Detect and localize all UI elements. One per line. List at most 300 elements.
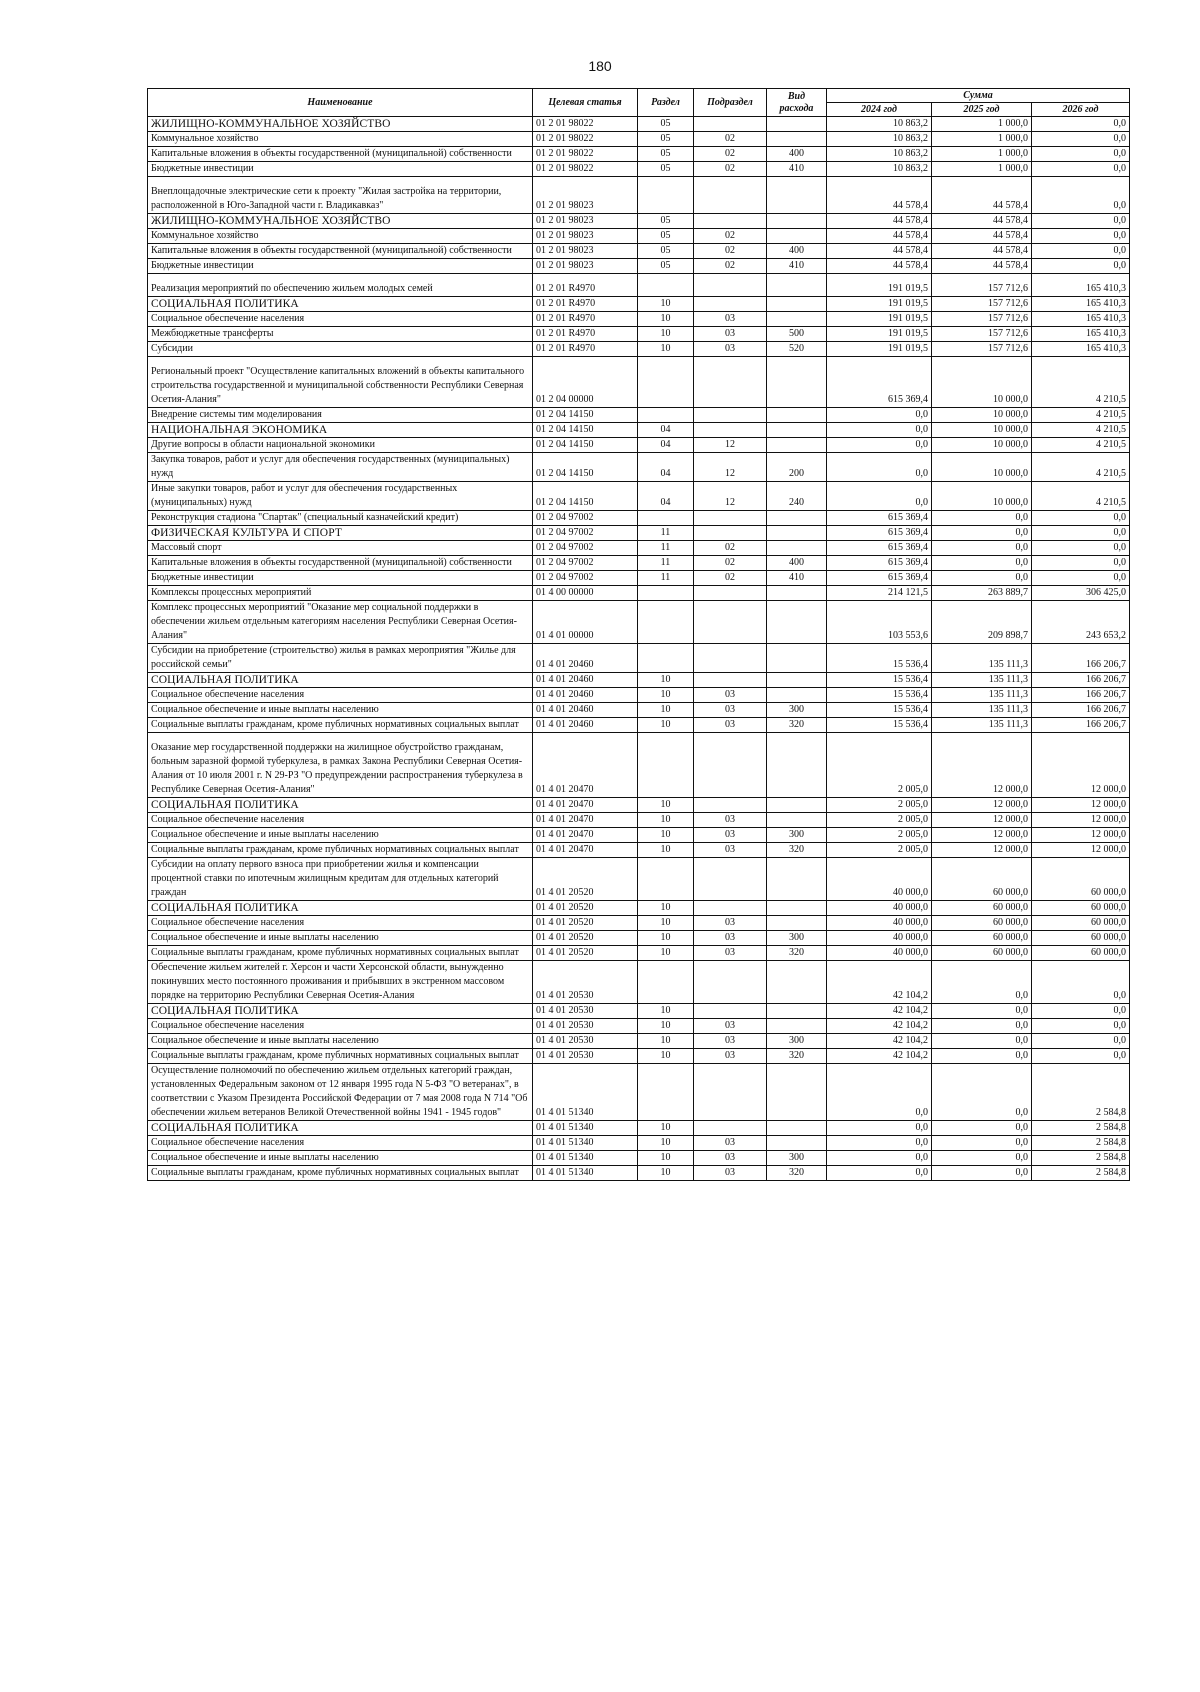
row-subsection: 03 [694,1151,767,1166]
row-subsection: 02 [694,259,767,274]
row-sum-2024: 44 578,4 [827,214,932,229]
row-name: Межбюджетные трансферты [148,327,533,342]
row-section [638,586,694,601]
row-sum-2025: 12 000,0 [932,798,1032,813]
row-sum-2026: 0,0 [1032,556,1130,571]
row-section: 10 [638,813,694,828]
row-subsection [694,673,767,688]
row-expense-type: 520 [767,342,827,357]
row-target-code: 01 4 01 20530 [533,1034,638,1049]
row-target-code: 01 4 01 20520 [533,916,638,931]
row-name: СОЦИАЛЬНАЯ ПОЛИТИКА [148,798,533,813]
row-target-code: 01 2 01 98023 [533,259,638,274]
row-target-code: 01 2 04 97002 [533,511,638,526]
table-row [148,147,1130,162]
row-target-code: 01 2 04 97002 [533,556,638,571]
row-sum-2026: 12 000,0 [1032,813,1130,828]
row-target-code: 01 4 01 20470 [533,813,638,828]
row-subsection: 03 [694,843,767,858]
row-name: Социальное обеспечение и иные выплаты населению [148,931,533,946]
row-expense-type [767,1121,827,1136]
row-target-code: 01 2 01 R4970 [533,342,638,357]
row-section: 10 [638,931,694,946]
row-sum-2025: 0,0 [932,1034,1032,1049]
row-expense-type [767,1064,827,1121]
table-row [148,644,1130,673]
row-expense-type [767,644,827,673]
row-target-code: 01 4 01 20520 [533,901,638,916]
row-section [638,511,694,526]
row-sum-2026: 4 210,5 [1032,482,1130,511]
row-name: Социальное обеспечение и иные выплаты населению [148,1034,533,1049]
table-row [148,673,1130,688]
row-sum-2025: 0,0 [932,571,1032,586]
row-name: Внеплощадочные электрические сети к проекту "Жилая застройка на территории, расположенной в Юго-Западной части г. Владикавказ" [148,177,533,214]
row-subsection: 03 [694,1019,767,1034]
row-sum-2024: 42 104,2 [827,1034,932,1049]
row-expense-type [767,901,827,916]
row-name: Социальное обеспечение населения [148,688,533,703]
row-expense-type: 400 [767,147,827,162]
row-target-code: 01 4 01 20460 [533,718,638,733]
row-expense-type [767,798,827,813]
row-sum-2024: 15 536,4 [827,718,932,733]
table-row [148,244,1130,259]
row-target-code: 01 2 01 R4970 [533,274,638,297]
row-name: Региональный проект "Осуществление капитальных вложений в объекты капитального строительства государственной и муниципальной собственности Республики Северная Осетия-Алания" [148,357,533,408]
row-sum-2026: 12 000,0 [1032,843,1130,858]
row-expense-type: 400 [767,244,827,259]
row-section: 05 [638,162,694,177]
table-row [148,571,1130,586]
page-number: 180 [588,58,612,74]
row-sum-2026: 0,0 [1032,132,1130,147]
row-sum-2026: 60 000,0 [1032,931,1130,946]
row-section: 04 [638,482,694,511]
row-sum-2024: 615 369,4 [827,511,932,526]
table-row [148,946,1130,961]
row-sum-2024: 0,0 [827,1121,932,1136]
row-sum-2025: 0,0 [932,1166,1032,1181]
row-sum-2024: 40 000,0 [827,858,932,901]
row-name: Капитальные вложения в объекты государственной (муниципальной) собственности [148,556,533,571]
table-row [148,274,1130,297]
row-subsection [694,858,767,901]
row-sum-2026: 165 410,3 [1032,297,1130,312]
row-sum-2026: 0,0 [1032,511,1130,526]
row-expense-type [767,688,827,703]
row-section: 10 [638,828,694,843]
row-section: 10 [638,946,694,961]
row-target-code: 01 2 04 14150 [533,408,638,423]
row-sum-2024: 0,0 [827,423,932,438]
row-sum-2025: 0,0 [932,1004,1032,1019]
row-sum-2025: 0,0 [932,526,1032,541]
row-section: 10 [638,1136,694,1151]
row-target-code: 01 4 01 20530 [533,1049,638,1064]
row-section: 10 [638,916,694,931]
row-subsection [694,423,767,438]
row-section [638,858,694,901]
row-subsection: 03 [694,1166,767,1181]
row-sum-2025: 135 111,3 [932,644,1032,673]
table-row [148,438,1130,453]
row-sum-2026: 60 000,0 [1032,858,1130,901]
row-section [638,1064,694,1121]
row-sum-2024: 42 104,2 [827,1019,932,1034]
row-subsection: 02 [694,244,767,259]
row-expense-type [767,438,827,453]
row-sum-2025: 157 712,6 [932,297,1032,312]
header-2024: 2024 год [827,103,932,117]
row-sum-2026: 60 000,0 [1032,916,1130,931]
row-subsection [694,586,767,601]
row-name: ЖИЛИЩНО-КОММУНАЛЬНОЕ ХОЗЯЙСТВО [148,117,533,132]
row-sum-2025: 44 578,4 [932,177,1032,214]
row-section [638,357,694,408]
row-sum-2026: 2 584,8 [1032,1064,1130,1121]
row-sum-2025: 44 578,4 [932,244,1032,259]
row-name: Социальное обеспечение населения [148,813,533,828]
row-expense-type [767,229,827,244]
row-target-code: 01 2 01 98022 [533,117,638,132]
row-sum-2026: 12 000,0 [1032,828,1130,843]
row-target-code: 01 2 01 98023 [533,244,638,259]
row-sum-2024: 0,0 [827,1136,932,1151]
row-expense-type [767,733,827,798]
table-row [148,586,1130,601]
header-subsection: Подраздел [694,89,767,117]
row-name: СОЦИАЛЬНАЯ ПОЛИТИКА [148,673,533,688]
row-sum-2025: 44 578,4 [932,259,1032,274]
row-sum-2026: 2 584,8 [1032,1151,1130,1166]
row-sum-2024: 615 369,4 [827,571,932,586]
row-expense-type [767,1019,827,1034]
row-name: Социальное обеспечение и иные выплаты населению [148,828,533,843]
row-name: Социальное обеспечение населения [148,1136,533,1151]
row-subsection: 12 [694,438,767,453]
row-sum-2026: 166 206,7 [1032,703,1130,718]
table-row [148,342,1130,357]
row-sum-2026: 165 410,3 [1032,327,1130,342]
table-row [148,357,1130,408]
row-target-code: 01 2 04 97002 [533,541,638,556]
row-sum-2024: 0,0 [827,438,932,453]
row-target-code: 01 2 01 98023 [533,214,638,229]
row-sum-2024: 40 000,0 [827,946,932,961]
row-subsection [694,214,767,229]
row-name: Субсидии на приобретение (строительство) жилья в рамках мероприятия "Жилье для российской семьи" [148,644,533,673]
row-subsection [694,511,767,526]
row-target-code: 01 2 01 R4970 [533,297,638,312]
row-subsection [694,901,767,916]
row-sum-2026: 165 410,3 [1032,312,1130,327]
row-expense-type [767,1136,827,1151]
row-sum-2025: 1 000,0 [932,162,1032,177]
row-section: 10 [638,1034,694,1049]
row-subsection [694,357,767,408]
row-subsection: 03 [694,813,767,828]
header-sum: Сумма [827,89,1130,103]
table-row [148,297,1130,312]
row-section: 05 [638,259,694,274]
row-sum-2024: 2 005,0 [827,828,932,843]
row-sum-2024: 214 121,5 [827,586,932,601]
row-section: 10 [638,703,694,718]
row-target-code: 01 4 01 51340 [533,1136,638,1151]
row-target-code: 01 4 01 20520 [533,946,638,961]
row-sum-2025: 10 000,0 [932,357,1032,408]
row-sum-2026: 0,0 [1032,961,1130,1004]
row-target-code: 01 2 04 97002 [533,571,638,586]
row-expense-type: 400 [767,556,827,571]
row-sum-2024: 2 005,0 [827,843,932,858]
row-sum-2025: 1 000,0 [932,117,1032,132]
row-target-code: 01 2 01 98022 [533,132,638,147]
row-sum-2024: 44 578,4 [827,244,932,259]
row-name: Внедрение системы тим моделирования [148,408,533,423]
row-sum-2024: 191 019,5 [827,274,932,297]
row-name: Социальные выплаты гражданам, кроме публичных нормативных социальных выплат [148,718,533,733]
header-2026: 2026 год [1032,103,1130,117]
row-name: Социальное обеспечение населения [148,1019,533,1034]
row-section: 10 [638,1049,694,1064]
row-sum-2025: 0,0 [932,1136,1032,1151]
table-header [148,89,1130,117]
row-sum-2024: 191 019,5 [827,297,932,312]
row-name: Субсидии на оплату первого взноса при приобретении жилья и компенсации процентной ставки по ипотечным жилищным кредитам для отдельных категорий граждан [148,858,533,901]
budget-table [147,88,1130,1181]
row-expense-type [767,297,827,312]
row-subsection [694,1004,767,1019]
row-expense-type [767,357,827,408]
row-expense-type [767,586,827,601]
row-sum-2024: 615 369,4 [827,541,932,556]
row-sum-2025: 12 000,0 [932,813,1032,828]
row-subsection [694,526,767,541]
table-row [148,1004,1130,1019]
row-expense-type [767,541,827,556]
row-subsection [694,274,767,297]
row-sum-2025: 135 111,3 [932,688,1032,703]
row-subsection: 03 [694,1136,767,1151]
table-row [148,117,1130,132]
row-sum-2024: 191 019,5 [827,312,932,327]
row-sum-2026: 0,0 [1032,541,1130,556]
row-name: Коммунальное хозяйство [148,229,533,244]
row-subsection [694,961,767,1004]
row-section [638,733,694,798]
row-sum-2024: 42 104,2 [827,961,932,1004]
row-target-code: 01 4 01 20530 [533,1019,638,1034]
table-row [148,718,1130,733]
row-name: СОЦИАЛЬНАЯ ПОЛИТИКА [148,1121,533,1136]
row-target-code: 01 2 04 14150 [533,423,638,438]
row-sum-2025: 135 111,3 [932,718,1032,733]
table-body [148,117,1130,1181]
table-row [148,132,1130,147]
row-expense-type: 500 [767,327,827,342]
row-name: Коммунальное хозяйство [148,132,533,147]
row-expense-type [767,601,827,644]
row-subsection: 03 [694,312,767,327]
row-target-code: 01 2 04 14150 [533,453,638,482]
row-section: 05 [638,214,694,229]
row-section: 05 [638,117,694,132]
row-sum-2026: 2 584,8 [1032,1166,1130,1181]
row-section: 10 [638,688,694,703]
row-expense-type: 200 [767,453,827,482]
row-subsection [694,1064,767,1121]
row-section [638,601,694,644]
row-name: НАЦИОНАЛЬНАЯ ЭКОНОМИКА [148,423,533,438]
row-sum-2025: 0,0 [932,1019,1032,1034]
row-section: 05 [638,229,694,244]
table-row [148,1064,1130,1121]
row-sum-2024: 10 863,2 [827,162,932,177]
row-section: 10 [638,342,694,357]
row-sum-2024: 44 578,4 [827,229,932,244]
table-row [148,408,1130,423]
row-sum-2025: 10 000,0 [932,423,1032,438]
row-expense-type: 300 [767,828,827,843]
row-sum-2024: 44 578,4 [827,177,932,214]
row-name: Социальное обеспечение и иные выплаты населению [148,1151,533,1166]
row-sum-2026: 60 000,0 [1032,901,1130,916]
row-section: 10 [638,843,694,858]
row-target-code: 01 2 04 14150 [533,482,638,511]
row-sum-2025: 135 111,3 [932,673,1032,688]
row-expense-type [767,274,827,297]
row-name: Комплекс процессных мероприятий "Оказание мер социальной поддержки в обеспечении жильем отдельным категориям населения Республики Северная Осетия-Алания" [148,601,533,644]
table-row [148,843,1130,858]
row-name: Реконструкция стадиона "Спартак" (специальный казначейский кредит) [148,511,533,526]
row-target-code: 01 4 01 20470 [533,733,638,798]
row-name: Социальное обеспечение населения [148,916,533,931]
row-sum-2024: 0,0 [827,408,932,423]
row-sum-2025: 60 000,0 [932,946,1032,961]
row-sum-2025: 60 000,0 [932,901,1032,916]
row-sum-2025: 0,0 [932,556,1032,571]
row-subsection [694,117,767,132]
row-sum-2025: 60 000,0 [932,858,1032,901]
row-sum-2024: 15 536,4 [827,644,932,673]
row-expense-type [767,673,827,688]
row-sum-2024: 10 863,2 [827,117,932,132]
row-subsection: 02 [694,556,767,571]
row-expense-type: 300 [767,931,827,946]
row-target-code: 01 2 01 R4970 [533,327,638,342]
table-row [148,511,1130,526]
row-target-code: 01 4 01 20460 [533,644,638,673]
row-expense-type [767,177,827,214]
row-target-code: 01 2 01 98023 [533,177,638,214]
row-expense-type [767,916,827,931]
row-sum-2025: 60 000,0 [932,916,1032,931]
row-subsection [694,408,767,423]
row-subsection [694,177,767,214]
row-sum-2025: 44 578,4 [932,229,1032,244]
row-target-code: 01 4 01 20530 [533,1004,638,1019]
row-sum-2026: 0,0 [1032,1049,1130,1064]
row-target-code: 01 4 01 51340 [533,1121,638,1136]
row-sum-2026: 165 410,3 [1032,274,1130,297]
row-section: 10 [638,1004,694,1019]
row-expense-type: 300 [767,1034,827,1049]
row-sum-2025: 10 000,0 [932,453,1032,482]
row-expense-type [767,408,827,423]
row-sum-2024: 615 369,4 [827,526,932,541]
row-name: ЖИЛИЩНО-КОММУНАЛЬНОЕ ХОЗЯЙСТВО [148,214,533,229]
table-row [148,813,1130,828]
row-sum-2024: 191 019,5 [827,327,932,342]
row-name: Обеспечение жильем жителей г. Херсон и части Херсонской области, вынужденно покинувших место постоянного проживания и прибывших в экстренном массовом порядке на территорию Республики Северная Осетия-Алания [148,961,533,1004]
row-expense-type: 410 [767,259,827,274]
row-target-code: 01 4 01 51340 [533,1064,638,1121]
row-sum-2025: 44 578,4 [932,214,1032,229]
table-row [148,162,1130,177]
row-sum-2026: 12 000,0 [1032,798,1130,813]
row-sum-2026: 2 584,8 [1032,1121,1130,1136]
row-expense-type [767,858,827,901]
row-subsection: 02 [694,229,767,244]
row-name: Иные закупки товаров, работ и услуг для обеспечения государственных (муниципальных) нужд [148,482,533,511]
row-sum-2024: 15 536,4 [827,673,932,688]
row-target-code: 01 2 01 98022 [533,162,638,177]
row-name: Социальные выплаты гражданам, кроме публичных нормативных социальных выплат [148,946,533,961]
row-target-code: 01 4 01 51340 [533,1151,638,1166]
row-sum-2024: 103 553,6 [827,601,932,644]
row-sum-2026: 12 000,0 [1032,733,1130,798]
row-target-code: 01 4 01 00000 [533,601,638,644]
row-name: Социальное обеспечение населения [148,312,533,327]
row-expense-type [767,961,827,1004]
table-row [148,1166,1130,1181]
row-name: Бюджетные инвестиции [148,259,533,274]
row-section [638,274,694,297]
row-sum-2024: 0,0 [827,1166,932,1181]
header-2025: 2025 год [932,103,1032,117]
table-row [148,961,1130,1004]
row-sum-2025: 0,0 [932,541,1032,556]
row-sum-2024: 191 019,5 [827,342,932,357]
row-name: Субсидии [148,342,533,357]
row-sum-2024: 40 000,0 [827,931,932,946]
row-sum-2024: 2 005,0 [827,733,932,798]
table-row [148,214,1130,229]
row-name: Реализация мероприятий по обеспечению жильем молодых семей [148,274,533,297]
row-sum-2026: 0,0 [1032,1034,1130,1049]
row-sum-2026: 0,0 [1032,229,1130,244]
row-sum-2026: 0,0 [1032,162,1130,177]
row-section: 10 [638,297,694,312]
row-name: Закупка товаров, работ и услуг для обеспечения государственных (муниципальных) нужд [148,453,533,482]
row-name: Бюджетные инвестиции [148,162,533,177]
row-sum-2024: 42 104,2 [827,1049,932,1064]
row-sum-2026: 306 425,0 [1032,586,1130,601]
row-sum-2025: 157 712,6 [932,327,1032,342]
row-expense-type: 320 [767,946,827,961]
row-subsection: 03 [694,342,767,357]
row-section: 04 [638,438,694,453]
row-sum-2024: 615 369,4 [827,556,932,571]
row-expense-type: 320 [767,1166,827,1181]
table-row [148,482,1130,511]
row-sum-2025: 0,0 [932,1121,1032,1136]
row-sum-2026: 0,0 [1032,526,1130,541]
row-name: Социальные выплаты гражданам, кроме публичных нормативных социальных выплат [148,1049,533,1064]
row-subsection: 03 [694,703,767,718]
